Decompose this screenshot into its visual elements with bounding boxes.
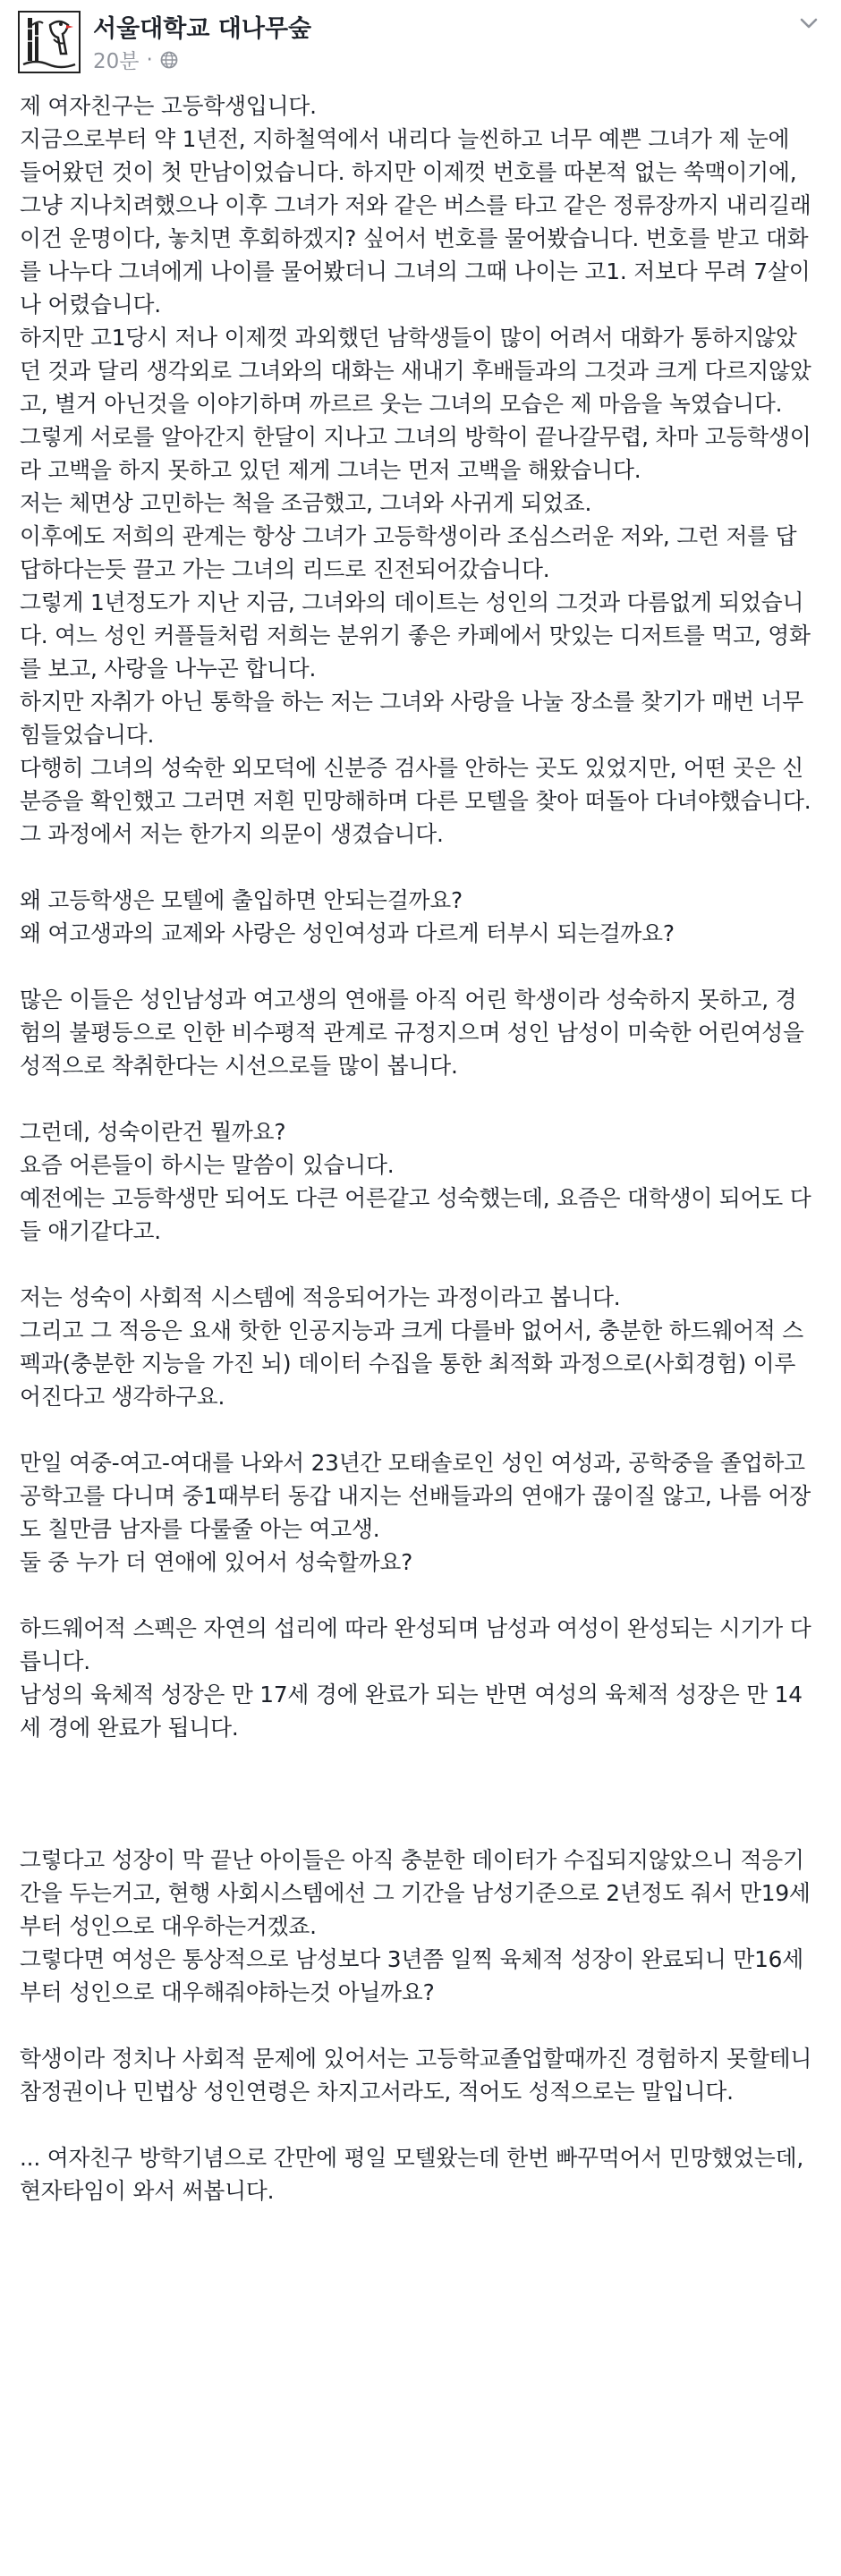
post-meta xyxy=(93,45,178,74)
globe-icon xyxy=(160,51,178,69)
post-header xyxy=(0,0,841,80)
page-name-link[interactable]: 서울대학교 대나무숲 xyxy=(93,15,312,43)
bamboo-forest-logo-icon xyxy=(20,13,79,72)
avatar[interactable] xyxy=(18,11,81,73)
post-body-text: 제 여자친구는 고등학생입니다. 지금으로부터 약 1년전, 지하철역에서 내리다 늘씬하고 너무 예쁜 그녀가 제 눈에 들어왔던 것이 첫 만남이었습니다. 하지만 이제껏 번호를 따본적 없는 쑥맥이기에, 그냥 지나치려했으나 이후 그녀가 저와 같은 버스를 타고 같은 정류장까지 내리길래 이건 운명이다, 놓치면 후회하겠지? 싶어서 번호를 물어봤습니다. 번호를 받고 대화를 나누다 그녀에게 나이를 물어봤더니 그녀의 그때 나이는 고1. 저보다 무려 7살이나 어렸습니다. 하지만 고1당시 저나 이제껏 과외했던 남학생들이 많이 어려서 대화가 통하지않았던 것과 달리 생각외로 그녀와의 대화는 새내기 후배들과의 그것과 크게 다르지않았고, 별거 아닌것을 이야기하며 까르르 웃는 그녀의 모습은 제 마음을 녹였습니다. 그렇게 서로를 알아간지 한달이 지나고 그녀의 방학이 끝나갈무렵, 차마 고등학생이라 고백을 하지 못하고 있던 제게 그녀는 먼저 고백을 해왔습니다. 저는 체면상 고민하는 척을 조금했고, 그녀와 사귀게 되었죠. 이후에도 저희의 관계는 항상 그녀가 고등학생이라 조심스러운 저와, 그런 저를 답답하다는듯 끌고 가는 그녀의 리드로 진전되어갔습니다. 그렇게 1년정도가 지난 지금, 그녀와의 데이트는 성인의 그것과 다름없게 되었습니다. 여느 성인 커플들처럼 저희는 분위기 좋은 카페에서 맛있는 디저트를 먹고, 영화를 보고, 사랑을 나누곤 합니다. 하지만 자취가 아닌 통학을 하는 저는 그녀와 사랑을 나눌 장소를 찾기가 매번 너무 힘들었습니다. 다행히 그녀의 성숙한 외모덕에 신분증 검사를 안하는 곳도 있었지만, 어떤 곳은 신분증을 확인했고 그러면 저흰 민망해하며 다른 모텔을 찾아 떠돌아 다녀야했습니다. 그 과정에서 저는 한가지 의문이 생겼습니다. 왜 고등학생은 모텔에 출입하면 안되는걸까요? 왜 여고생과의 교제와 사랑은 성인여성과 다르게 터부시 되는걸까요? 많은 이들은 성인남성과 여고생의 연애를 아직 어린 학생이라 성숙하지 못하고, 경험의 불평등으로 인한 비수평적 관계로 규정지으며 성인 남성이 미숙한 어린여성을 성적으로 착취한다는 시선으로들 많이 봅니다. 그런데, 성숙이란건 뭘까요? 요즘 어른들이 하시는 말씀이 있습니다. 예전에는 고등학생만 되어도 다큰 어른같고 성숙했는데, 요즘은 대학생이 되어도 다들 애기같다고. 저는 성숙이 사회적 시스템에 적응되어가는 과정이라고 봅니다. 그리고 그 적응은 요새 핫한 인공지능과 크게 다를바 없어서, 충분한 하드웨어적 스펙과(충분한 지능을 가진 뇌) 데이터 수집을 통한 최적화 과정으로(사회경험) 이루어진다고 생각하구요. 만일 여중-여고-여대를 나와서 23년간 모태솔로인 성인 여성과, 공학중을 졸업하고 공학고를 다니며 중1때부터 동갑 내지는 선배들과의 연애가 끊이질 않고, 나름 어장도 칠만큼 남자를 다룰줄 아는 여고생. 둘 중 누가 더 연애에 있어서 성숙할까요? 하드웨어적 스펙은 자연의 섭리에 따라 완성되며 남성과 여성이 완성되는 시기가 다릅니다. 남성의 육체적 성장은 만 17세 경에 완료가 되는 반면 여성의 육체적 성장은 만 14세 경에 완료가 됩니다. 그렇다고 성장이 막 끝난 아이들은 아직 충분한 데이터가 수집되지않았으니 적응기간을 두는거고, 현행 사회시스템에선 그 기간을 남성기준으로 2년정도 줘서 만19세부터 성인으로 대우하는거겠죠. 그렇다면 여성은 통상적으로 남성보다 3년쯤 일찍 육체적 성장이 완료되니 만16세부터 성인으로 대우해줘야하는것 아닐까요? 학생이라 정치나 사회적 문제에 있어서는 고등학교졸업할때까진 경험하지 못할테니 참정권이나 민법상 성인연령은 차지고서라도, 적어도 성적으로는 말입니다. ... 여자친구 방학기념으로 간만에 평일 모텔왔는데 한번 빠꾸먹어서 민망했었는데, 현자타임이 와서 써봅니다. xyxy=(20,93,812,2204)
chevron-down-icon[interactable] xyxy=(796,11,821,36)
post-timestamp[interactable]: 20분 xyxy=(93,50,140,73)
meta-separator: · xyxy=(146,47,153,72)
